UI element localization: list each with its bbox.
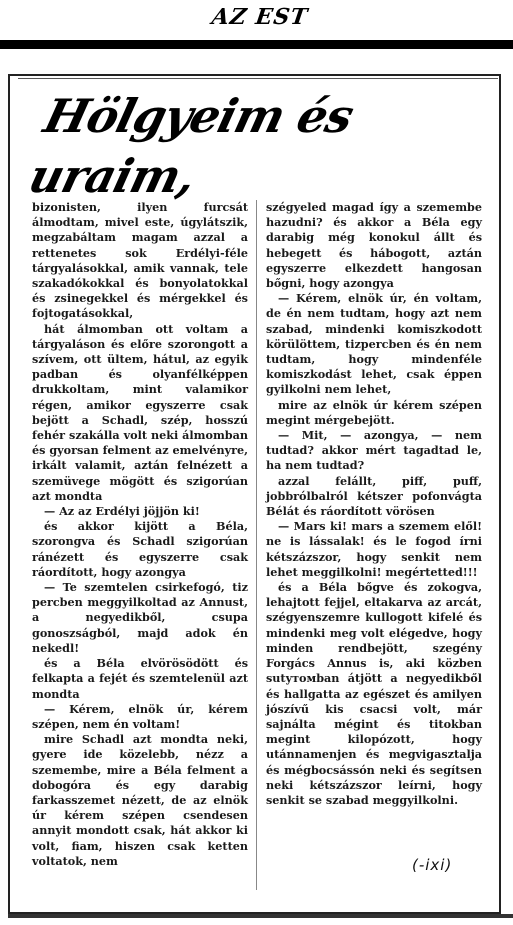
paragraph: — Az az Erdélyi jöjjön ki!: [44, 504, 200, 519]
masthead-title: AZ EST: [210, 4, 310, 30]
paragraph: mire Schadl azt mondta neki, gyere ide közelebb, nézz a szemembe, mire a Béla felment a dobogóra és egy darabig farkasszemet nézett, de az elnök úr kérem szépen csendesen annyit mondott csak, hát akkor ki volt, fiam, hiszen csak ketten voltatok, nem: [32, 732, 248, 868]
column-divider: [256, 200, 257, 890]
paragraph: és akkor kijött a Béla, szorongva és Schadl szigorúan ránézett és egyszerre csak ráordított, hogy azongya: [32, 519, 248, 579]
paragraph: azzal felállt, piff, puff, jobbrólbalról kétszer pofonvágta Bélát és ráordított vörösen: [266, 473, 482, 519]
paragraph: hát álmomban ott voltam a tárgyaláson és előre szorongott a szívem, ott ültem, hátul, az egyik padban és olyanfélképpen drukkoltam, mint valamikor régen, amikor egyszerre csak bejött a Schadl, szép, hosszú fehér szakálla volt neki álmomban és gyorsan felment az emelvényre, irkált valamit, aztán felnézett a szemüvege mögött és szigorúan azt mondta: [32, 321, 248, 503]
paragraph: — Mars ki! mars a szemem elől! ne is lássalak! és le fogod írni kétszázszor, hogy senkit nem lehet meggilkolni! megértetted!!!: [266, 519, 482, 579]
paragraph: és a Béla bőgve és zokogva, lehajtott fejjel, eltakarva az arcát, szégyenszemre kullogott kifelé és mindenki meg volt elégedve, hogy minden rendbejött, szegény Forgács Annus is, aki közben sutyтомban átjött a negyedikből és hallgatta az egészet és amilyen jószívű kis csacsi volt, már sajnálta mégint és titokban megint kilopózott, hogy utánnamenjen és megvigasztalja és mégbocsássón neki és segítsen neki kétszázszor leírni, hogy senkit se szabad meggyilkolni.: [266, 580, 482, 807]
frame-inner-rule: [18, 78, 498, 79]
paragraph: és a Béla elvörösödött és felkapta a fejét és szemtelenül azt mondta: [32, 656, 248, 701]
paragraph: — Mit, — azongya, — nem tudtad? akkor mért tagadtad le, ha nem tudtad?: [266, 428, 482, 473]
paragraph: — Kérem, elnök úr, kérem szépen, nem én voltam!: [32, 701, 248, 731]
paragraph: — Te szemtelen csirkefogó, tiz percben meggyilkoltad az Annust, a negyedikből, csupa gonoszságból, majd adok én nekedl!: [32, 580, 248, 655]
paragraph: — Kérem, elnök úr, én voltam, de én nem tudtam, hogy azt nem szabad, mindenki komiszkodott körülöttem, tizpercben és én nem tudtam, hogy mindenféle komiszkodást lehet, csak éppen gyilkolni nem lehet,: [266, 291, 482, 397]
paragraph: mire az elnök úr kérem szépen megint mérgebejött.: [266, 397, 482, 427]
paragraph: szégyeled magad így a szemembe hazudni? és akkor a Béla egy darabig még konokul állt és hebegett és hábogott, aztán egyszerre elkezdett hangosan bőgni, hogy azongya: [266, 200, 482, 291]
left-column: [32, 200, 248, 869]
bottom-rule: [8, 914, 513, 918]
paragraph: bizonisten, ilyen furcsát álmodtam, mivel este, úgylátszik, megzabáltam magam azzal a rettenetes sok Erdélyi-féle tárgyalásokkal, amik vannak, tele szakadókokkal és bonyolatokkal és zsinegekkel és mérgekkel és fojtogatásokkal,: [32, 200, 248, 321]
author-signature: (-ixi): [412, 856, 453, 874]
right-column: [266, 200, 482, 808]
headline: Hölgyeim és uraim,: [23, 89, 359, 203]
masthead-rule: [0, 40, 513, 49]
masthead: [0, 0, 513, 40]
